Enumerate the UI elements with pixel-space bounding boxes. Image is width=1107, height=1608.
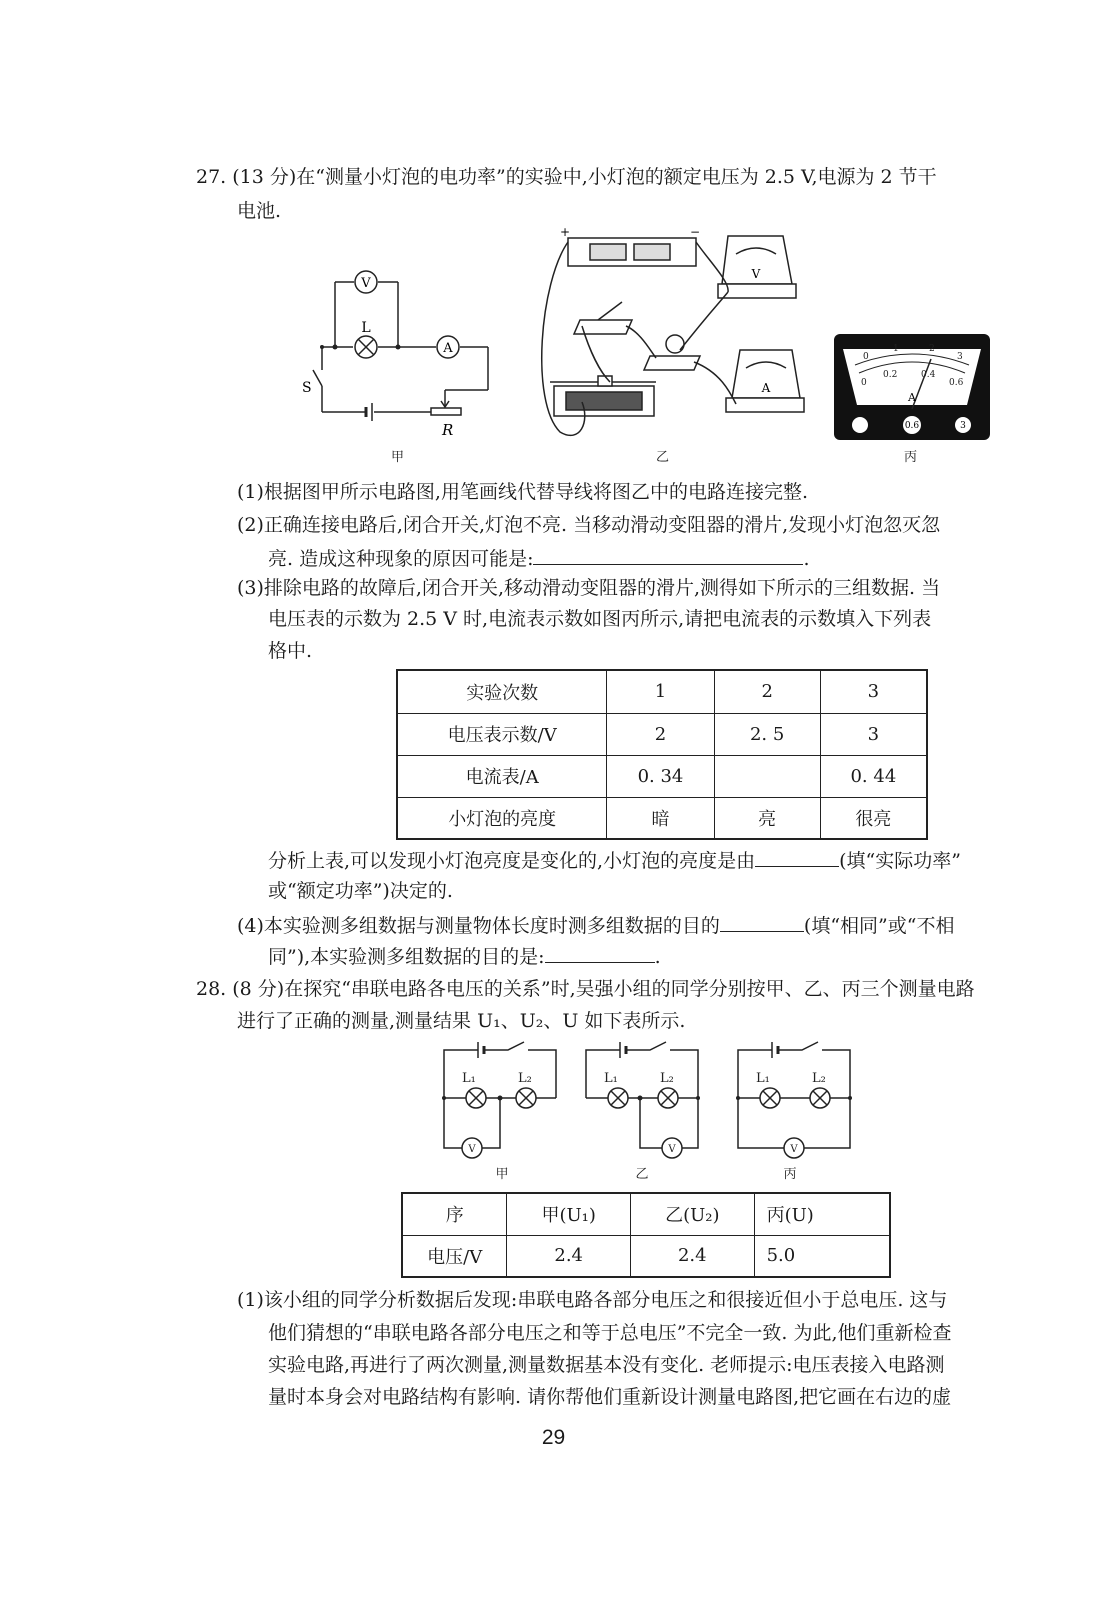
circuit-yi-l1: L₁ xyxy=(604,1071,618,1086)
q28-p1-line2: 他们猜想的“串联电路各部分电压之和等于总电压”不完全一致. 为此,他们重新检查 xyxy=(268,1322,952,1344)
circuit-yi-v: V xyxy=(668,1144,676,1155)
table-cell: 电压/V xyxy=(402,1235,507,1277)
circuit-bing-l2: L₂ xyxy=(812,1071,826,1086)
q27-p4-line2 xyxy=(268,942,661,970)
scale-top-2: 2 xyxy=(929,344,935,354)
fig-label-yi: 乙 xyxy=(656,450,670,465)
battery-minus-label: − xyxy=(690,225,701,239)
table-cell: 丙(U) xyxy=(754,1193,890,1235)
q27-analysis-line1 xyxy=(268,846,961,874)
q28-line1: 28. (8 分)在探究“串联电路各电压的关系”时,吴强小组的同学分别按甲、乙、丙三个测量电路 xyxy=(196,978,975,1000)
q27-line2: 电池. xyxy=(237,200,282,222)
table-row xyxy=(402,1193,890,1235)
circuit-jia-v: V xyxy=(468,1144,476,1155)
circuit-yi-l2: L₂ xyxy=(660,1071,674,1086)
q27-data-table xyxy=(396,669,928,840)
q27-p3-line1: (3)排除电路的故障后,闭合开关,移动滑动变阻器的滑片,测得如下所示的三组数据. 当 xyxy=(237,577,941,599)
q27-p4-text: (4)本实验测多组数据与测量物体长度时测多组数据的目的 xyxy=(237,915,720,937)
yi-voltmeter-label: V xyxy=(751,267,761,281)
circuit-label-bing: 丙 xyxy=(783,1167,797,1182)
table-cell: 2 xyxy=(607,713,714,755)
q27-p2-line2 xyxy=(268,544,810,572)
table-row xyxy=(397,755,927,797)
table-cell: 0. 34 xyxy=(607,755,714,797)
page-number: 29 xyxy=(541,1426,566,1449)
q28-data-table xyxy=(401,1192,891,1278)
yi-ammeter-label: A xyxy=(761,381,771,395)
q27-p2-line1: (2)正确连接电路后,闭合开关,灯泡不亮. 当移动滑动变阻器的滑片,发现小灯泡忽灭忽 xyxy=(237,514,941,536)
scale-top-0: 0 xyxy=(863,352,869,362)
answer-blank-same[interactable] xyxy=(720,911,804,932)
q28-line2: 进行了正确的测量,测量结果 U₁、U₂、U 如下表所示. xyxy=(237,1010,686,1032)
jia-lamp-label: L xyxy=(361,320,371,336)
scale-bottom-1: 0.2 xyxy=(883,370,898,380)
table-cell: 3 xyxy=(820,713,927,755)
answer-blank-purpose[interactable] xyxy=(545,942,655,963)
table-cell: 暗 xyxy=(607,797,714,839)
table-cell: 1 xyxy=(607,670,714,713)
q28-p1-line4: 量时本身会对电路结构有影响. 请你帮他们重新设计测量电路图,把它画在右边的虚 xyxy=(268,1386,952,1408)
table-cell: 2.4 xyxy=(507,1235,631,1277)
q27-p4-end: . xyxy=(654,946,661,968)
circuit-jia-l1: L₁ xyxy=(462,1071,476,1086)
circuit-jia-l2: L₂ xyxy=(518,1071,532,1086)
q28-p1-line3: 实验电路,再进行了两次测量,测量数据基本没有变化. 老师提示:电压表接入电路测 xyxy=(268,1354,945,1376)
table-cell: 很亮 xyxy=(820,797,927,839)
q27-p4-text2: 同”),本实验测多组数据的目的是: xyxy=(268,946,545,968)
q27-p4-line1 xyxy=(237,911,954,939)
table-row xyxy=(397,797,927,839)
terminal-3: 3 xyxy=(960,421,966,431)
q27-analysis-hint: (填“实际功率” xyxy=(839,850,961,872)
circuit-bing-l1: L₁ xyxy=(756,1071,770,1086)
circuit-label-yi: 乙 xyxy=(635,1167,649,1182)
q27-p4-hint: (填“相同”或“不相 xyxy=(803,915,955,937)
table-row xyxy=(402,1235,890,1277)
circuit-diagram-jia xyxy=(290,262,500,442)
table-cell: 电流表/A xyxy=(397,755,607,797)
table-cell: 电压表示数/V xyxy=(397,713,607,755)
table-row xyxy=(397,670,927,713)
q27-p2-text: 亮. 造成这种现象的原因可能是: xyxy=(268,548,534,570)
q27-p2-end: . xyxy=(803,548,810,570)
scale-top-1: 1 xyxy=(893,344,899,354)
circuit-bing-v: V xyxy=(790,1144,798,1155)
jia-rheostat-label: R xyxy=(442,421,454,439)
fig-label-bing: 丙 xyxy=(904,450,918,465)
table-cell: 序 xyxy=(402,1193,507,1235)
scale-bottom-3: 0.6 xyxy=(949,378,964,388)
table-cell: 2 xyxy=(714,670,820,713)
table-row xyxy=(397,713,927,755)
q27-analysis-line2: 或“额定功率”)决定的. xyxy=(268,880,453,902)
q27-p3-line3: 格中. xyxy=(268,640,313,662)
apparatus-drawing-yi xyxy=(530,222,820,444)
table-cell: 甲(U₁) xyxy=(507,1193,631,1235)
table-cell: 0. 44 xyxy=(820,755,927,797)
table-cell: 亮 xyxy=(714,797,820,839)
table-cell: 2. 5 xyxy=(714,713,820,755)
answer-blank-power[interactable] xyxy=(755,846,839,867)
answer-blank-cause[interactable] xyxy=(533,544,803,565)
battery-plus-label: + xyxy=(560,225,571,239)
table-cell: 3 xyxy=(820,670,927,713)
q27-analysis-text: 分析上表,可以发现小灯泡亮度是变化的,小灯泡的亮度是由 xyxy=(268,850,756,872)
q27-p1: (1)根据图甲所示电路图,用笔画线代替导线将图乙中的电路连接完整. xyxy=(237,481,808,503)
terminal-0.6: 0.6 xyxy=(904,421,920,431)
table-cell: 实验次数 xyxy=(397,670,607,713)
table-cell: 小灯泡的亮度 xyxy=(397,797,607,839)
scale-top-3: 3 xyxy=(957,352,963,362)
jia-ammeter-label: A xyxy=(443,341,453,356)
scale-bottom-2: 0.4 xyxy=(921,370,936,380)
fig-label-jia: 甲 xyxy=(391,450,405,465)
meter-unit: A xyxy=(908,391,916,404)
table-cell: 乙(U₂) xyxy=(631,1193,755,1235)
ammeter-face-bing xyxy=(833,333,991,441)
table-cell: 2.4 xyxy=(631,1235,755,1277)
scale-bottom-0: 0 xyxy=(861,378,867,388)
q28-p1-line1: (1)该小组的同学分析数据后发现:串联电路各部分电压之和很接近但小于总电压. 这与 xyxy=(237,1289,948,1311)
answer-cell-current[interactable] xyxy=(714,755,820,797)
table-cell: 5.0 xyxy=(754,1235,890,1277)
circuit-label-jia: 甲 xyxy=(495,1167,509,1182)
jia-switch-label: S xyxy=(302,380,312,396)
jia-voltmeter-label: V xyxy=(361,276,371,291)
q27-line1: 27. (13 分)在“测量小灯泡的电功率”的实验中,小灯泡的额定电压为 2.5 V,电源为 2 节干 xyxy=(196,166,937,188)
q27-p3-line2: 电压表的示数为 2.5 V 时,电流表示数如图丙所示,请把电流表的示数填入下列表 xyxy=(268,608,932,630)
q28-circuit-diagrams xyxy=(430,1036,870,1186)
